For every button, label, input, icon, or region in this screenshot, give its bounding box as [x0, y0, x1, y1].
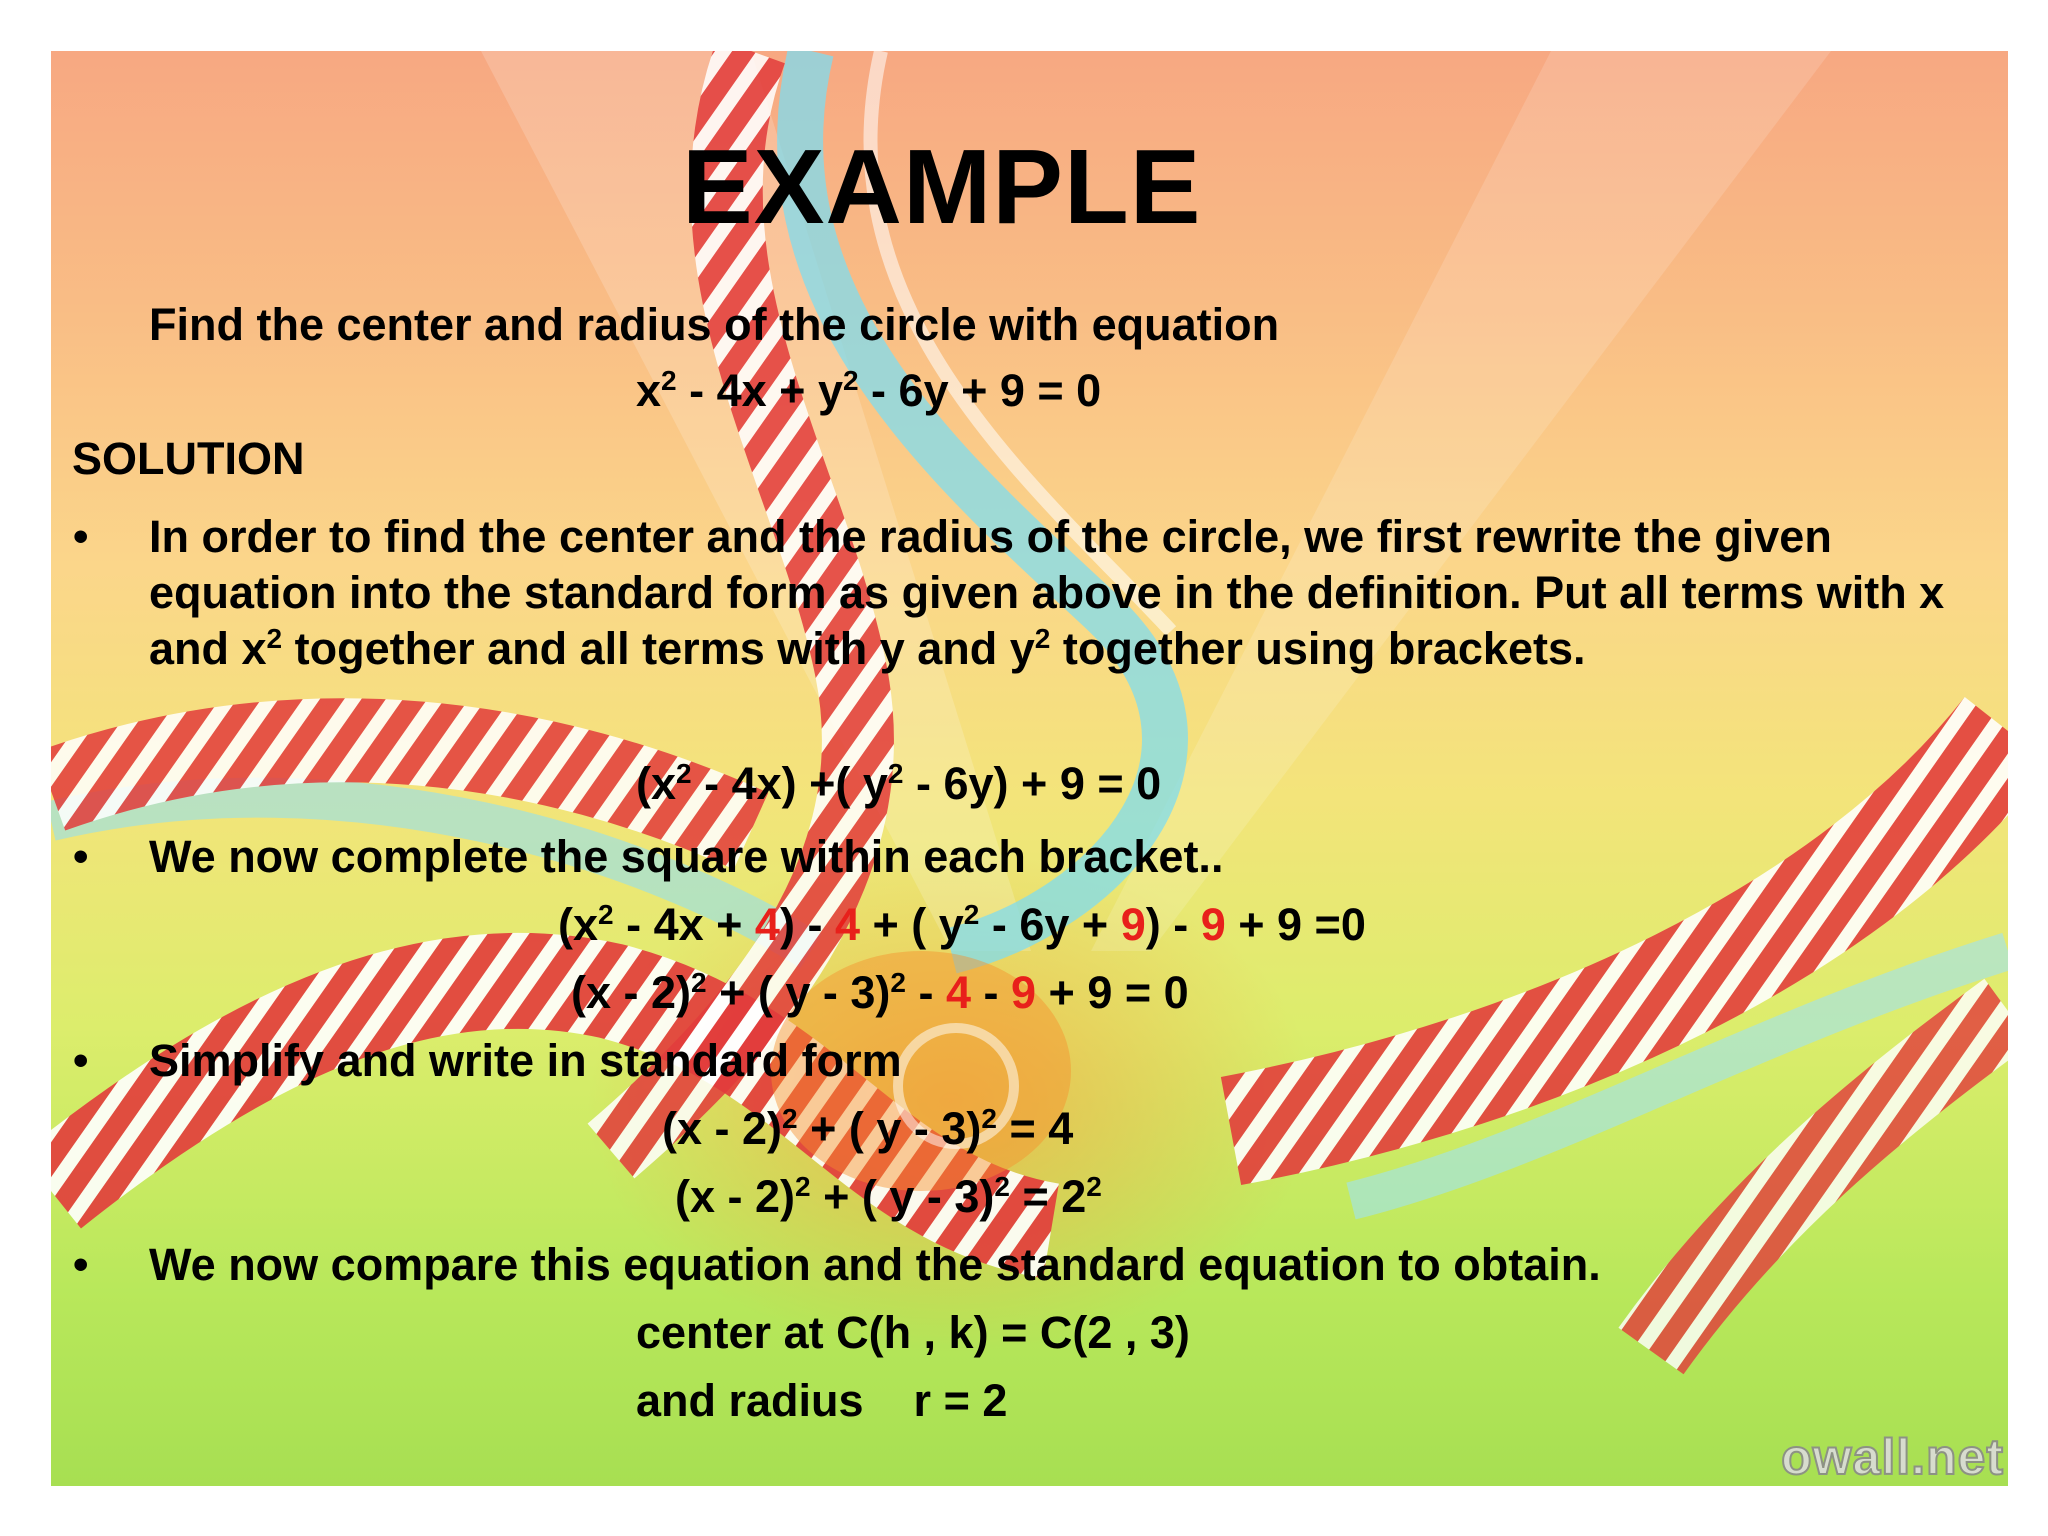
completed-square-equation: $(x^2 - 4x + 4) - 4$ + ( $y^2 - 6y + 9) - 9 + 9 =0$	[558, 899, 1366, 950]
standard-form-equation: (x - 2)$^2$ + ( y - 3)$^2$ = 4	[662, 1103, 1074, 1154]
slide	[51, 51, 2008, 1486]
center-result: center at C(h , k) = C(2 , 3)	[636, 1307, 1190, 1358]
bullet-marker: •	[73, 1240, 89, 1289]
given-equation: $x^2 - 4x + y^2 - 6y + 9 = 0$	[636, 365, 1102, 416]
bullet-3-text: Simplify and write in standard form	[149, 1035, 902, 1086]
problem-statement: Find the center and radius of the circle with equation	[149, 299, 1280, 350]
factored-equation: (x - 2)$^2$ + ( y - 3)$^2$ - 4 - 9 + 9 = 0	[571, 967, 1189, 1018]
solution-heading: SOLUTION	[72, 433, 305, 484]
bullet-4-text: We now compare this equation and the standard equation to obtain.	[149, 1239, 1601, 1290]
bullet-1-text: In order to find the center and the radius of the circle, we first rewrite the given equation into the standard form as given above in the definition. Put all terms with x and $x^2$ together and all terms with y and $y^2$ together using brackets.	[149, 511, 1945, 674]
watermark-logo: owall.net	[1781, 1429, 2004, 1485]
bullet-marker: •	[73, 512, 89, 561]
bullet-marker: •	[73, 1036, 89, 1085]
bullet-marker: •	[73, 832, 89, 881]
page-title: EXAMPLE	[682, 128, 1202, 246]
bullet-2-text: We now complete the square within each bracket..	[149, 831, 1224, 882]
standard-form-squared-equation: (x - 2)$^2$ + ( $y - 3)^2 = 2^2$	[675, 1171, 1102, 1222]
radius-result: and radius r = 2	[636, 1375, 1008, 1426]
bracketed-equation: $(x^2 - 4x)$ +( $y^2 - 6y) + 9 = 0$	[636, 758, 1162, 809]
